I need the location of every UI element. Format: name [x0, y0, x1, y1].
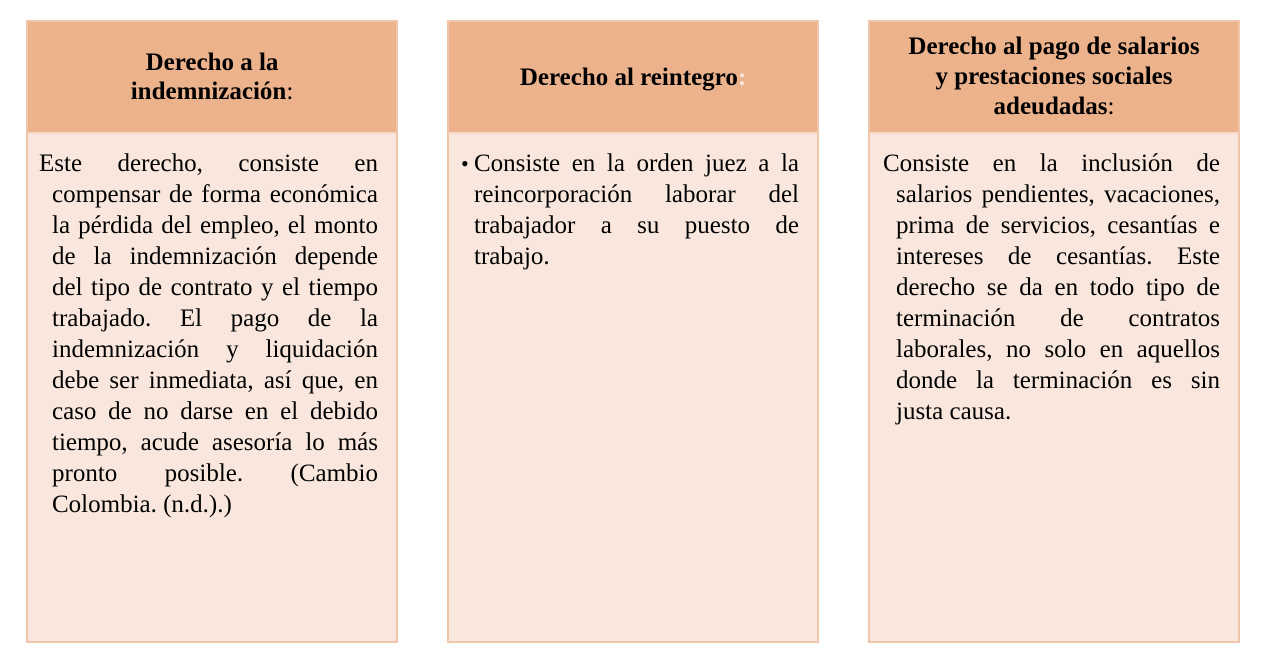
- title-colon: :: [737, 63, 747, 91]
- card-body-text: Consiste en la inclusión de salarios pendientes, vacaciones, prima de servicios, cesantías e intereses de cesantías. Este derecho se da en todo tipo de terminación de contratos laborales, no solo en aquellos donde la terminación es sin justa causa.: [883, 150, 1220, 425]
- card-body: [883, 148, 1220, 427]
- card-header: [870, 22, 1238, 134]
- card-pago-salarios: [868, 20, 1240, 643]
- card-indemnizacion: [26, 20, 398, 643]
- card-header: [28, 22, 396, 134]
- card-body: [39, 148, 378, 520]
- card-body-text: Este derecho, consiste en compensar de forma económica la pérdida del empleo, el monto de la indemnización depende del tipo de contrato y el tiempo trabajado. El pago de la indemnización y liquidación debe ser inmediata, así que, en caso de no darse en el debido tiempo, acude asesoría lo más pronto posible. (Cambio Colombia. (n.d.).): [39, 150, 378, 518]
- title-colon: :: [1107, 93, 1115, 120]
- bullet-icon: •: [461, 151, 469, 176]
- card-title: Derecho a la indemnización:: [130, 49, 294, 105]
- card-body-text: Consiste en la orden juez a la reincorporación laborar del trabajador a su puesto de trabajo.: [474, 150, 799, 270]
- card-header: [449, 22, 817, 134]
- card-reintegro: [447, 20, 819, 643]
- card-title: Derecho al pago de salarios y prestaciones sociales adeudadas:: [908, 33, 1200, 120]
- title-colon: :: [286, 78, 294, 105]
- card-title: Derecho al reintegro:: [519, 63, 747, 91]
- card-body: [461, 148, 799, 272]
